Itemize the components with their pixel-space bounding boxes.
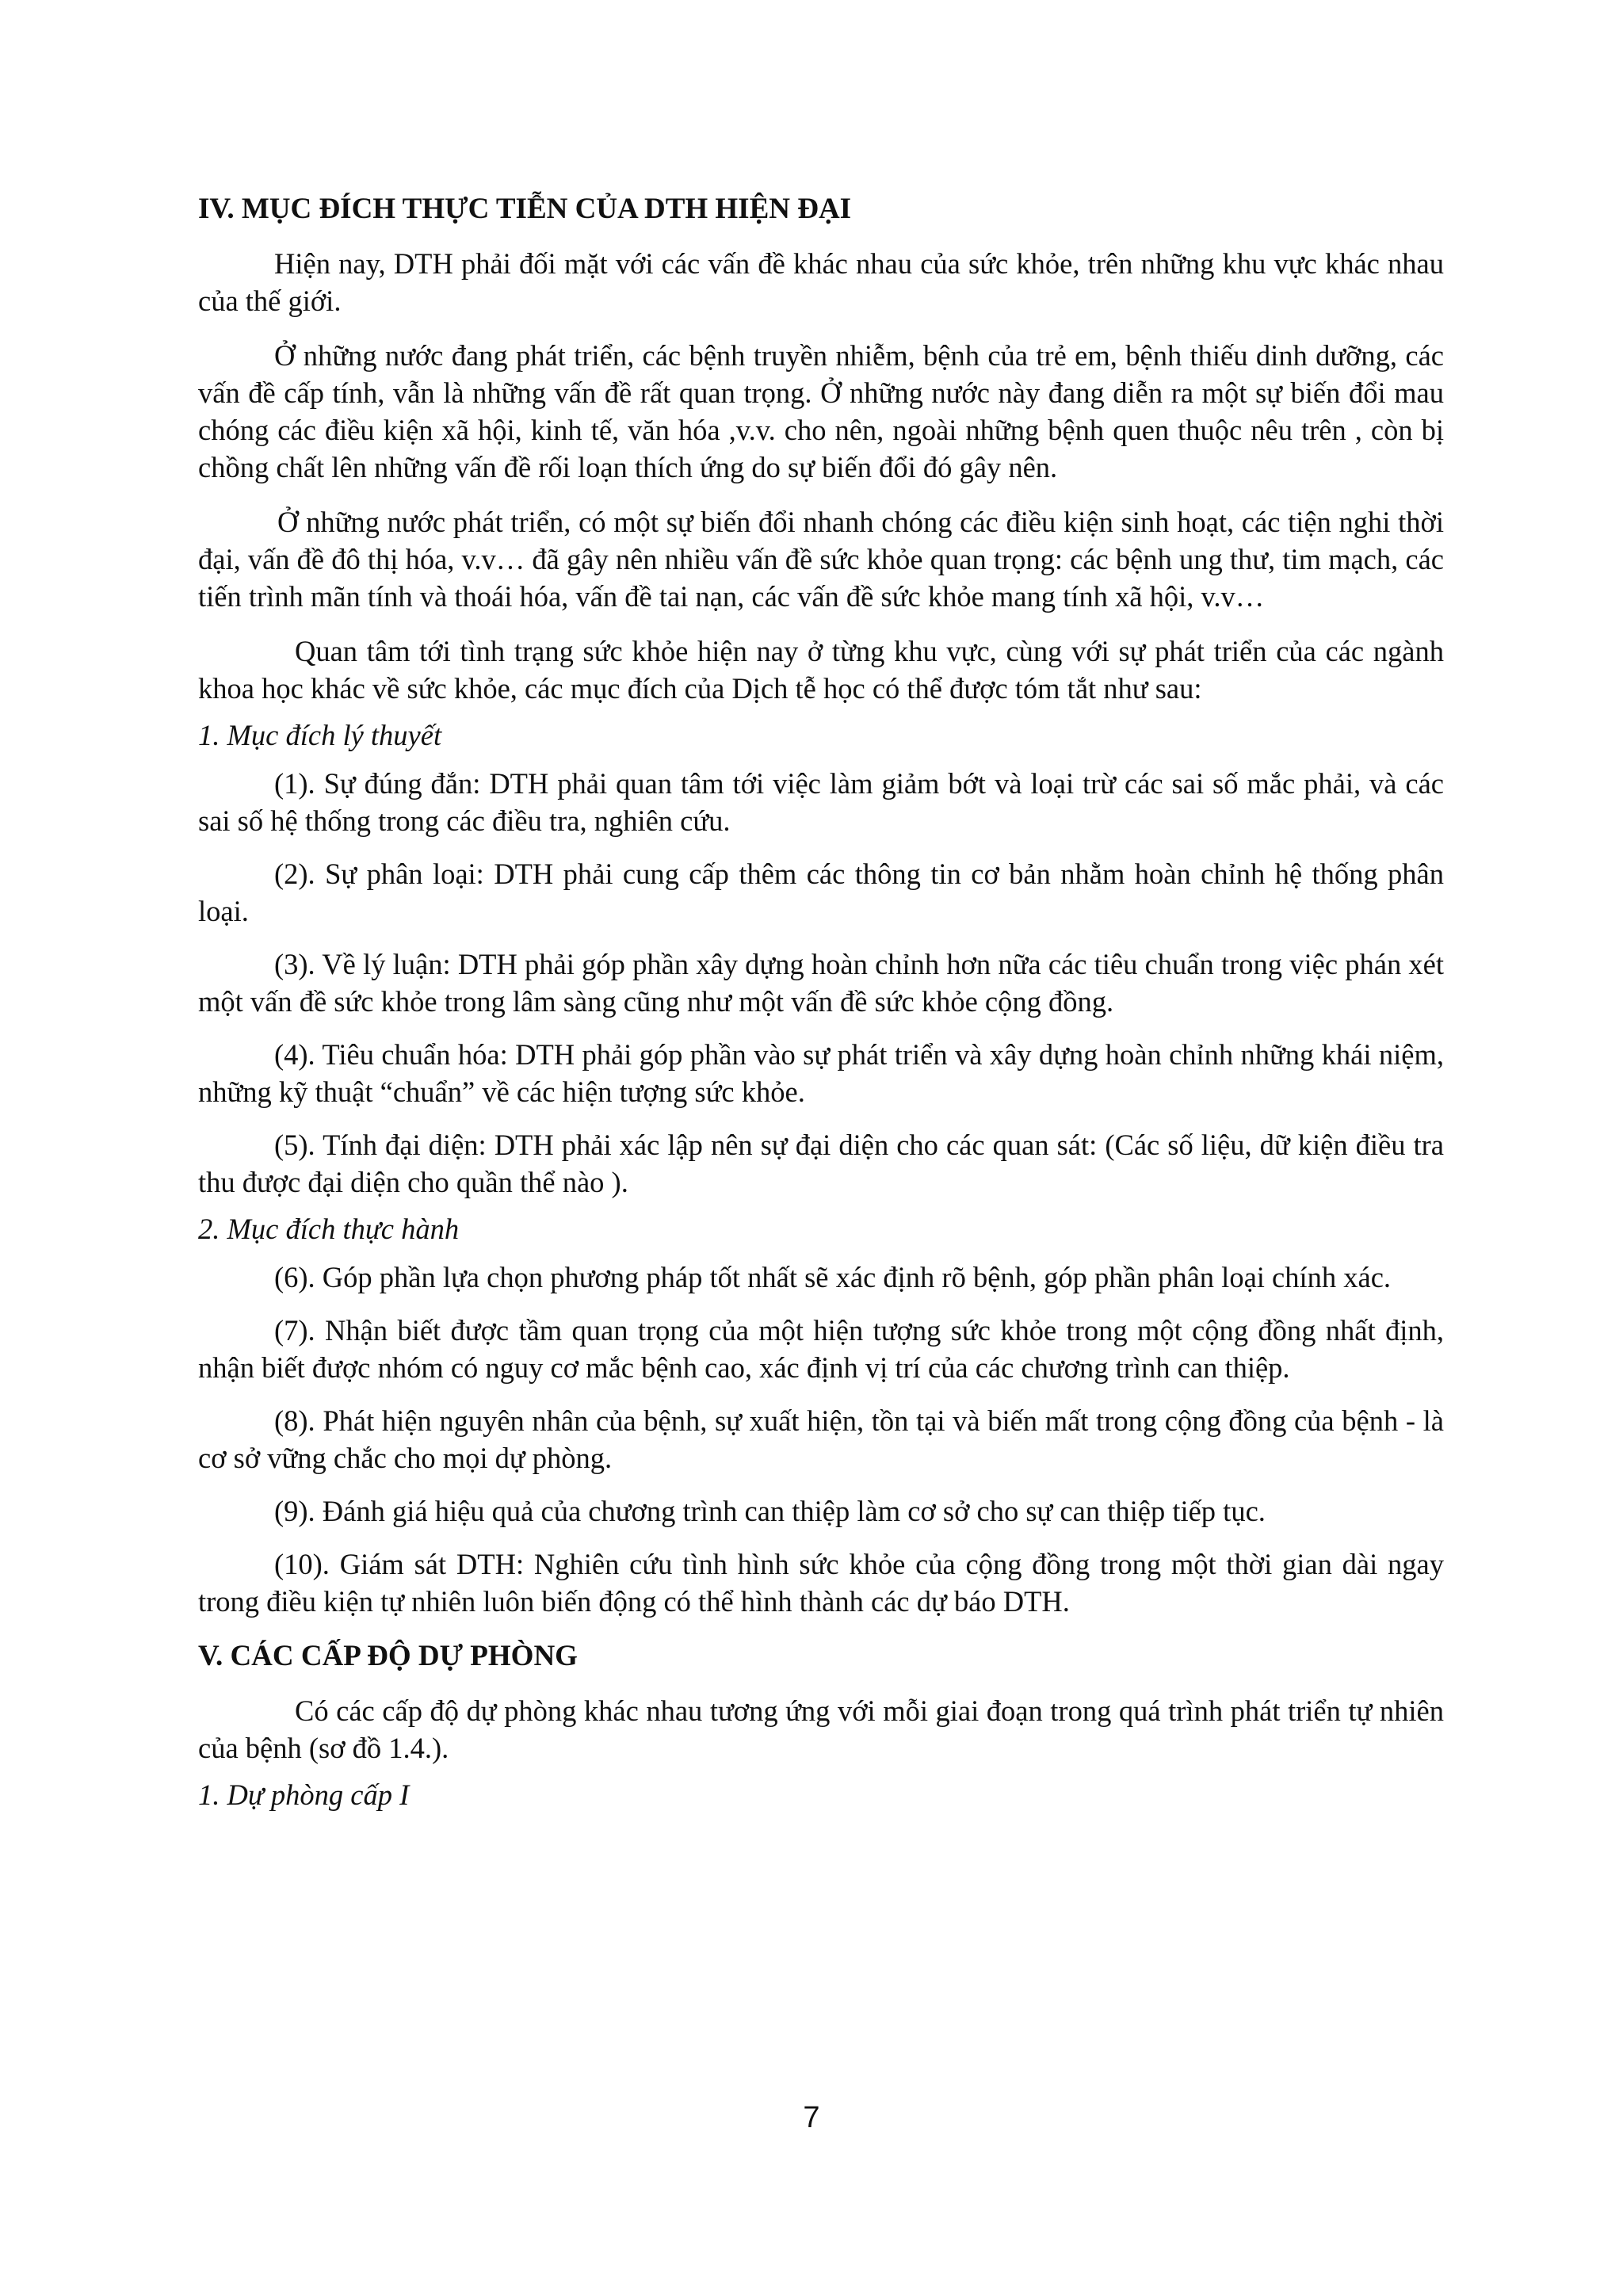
list-item-theory-5: (5). Tính đại diện: DTH phải xác lập nên sự đại diện cho các quan sát: (Các số liệu, dữ kiện điều tra thu được đại diện cho quần thể nào ).: [198, 1129, 1444, 1198]
paragraph-summary: Quan tâm tới tình trạng sức khỏe hiện nay ở từng khu vực, cùng với sự phát triển của các ngành khoa học khác về sức khỏe, các mục đích của Dịch tễ học có thể được tóm tắt như sau:: [198, 635, 1444, 705]
list-item-practice-9: (9). Đánh giá hiệu quả của chương trình can thiệp làm cơ sở cho sự can thiệp tiếp tục.: [274, 1495, 1266, 1527]
list-item-practice-8: (8). Phát hiện nguyên nhân của bệnh, sự xuất hiện, tồn tại và biến mất trong cộng đồng của bệnh - là cơ sở vững chắc cho mọi dự phòng.: [198, 1404, 1444, 1474]
page-number: 7: [803, 2101, 820, 2134]
section-heading-v: V. CÁC CẤP ĐỘ DỰ PHÒNG: [198, 1640, 578, 1672]
subheading-theory: 1. Mục đích lý thuyết: [198, 719, 442, 751]
list-item-theory-2: (2). Sự phân loại: DTH phải cung cấp thêm các thông tin cơ bản nhằm hoàn chỉnh hệ thống phân loại.: [198, 858, 1444, 927]
paragraph-intro: Hiện nay, DTH phải đối mặt với các vấn đề khác nhau của sức khỏe, trên những khu vực khác nhau của thế giới.: [198, 247, 1444, 317]
subheading-practice: 2. Mục đích thực hành: [198, 1213, 460, 1245]
paragraph-prevention-intro: Có các cấp độ dự phòng khác nhau tương ứng với mỗi giai đoạn trong quá trình phát triển tự nhiên của bệnh (sơ đồ 1.4.).: [198, 1694, 1444, 1764]
list-item-practice-6: (6). Góp phần lựa chọn phương pháp tốt nhất sẽ xác định rõ bệnh, góp phần phân loại chính xác.: [274, 1261, 1392, 1293]
list-item-theory-3: (3). Về lý luận: DTH phải góp phần xây dựng hoàn chỉnh hơn nữa các tiêu chuẩn trong việc phán xét một vấn đề sức khỏe trong lâm sàng cũng như một vấn đề sức khỏe cộng đồng.: [198, 948, 1444, 1018]
list-item-theory-1: (1). Sự đúng đắn: DTH phải quan tâm tới việc làm giảm bớt và loại trừ các sai số mắc phải, và các sai số hệ thống trong các điều tra, nghiên cứu.: [198, 767, 1444, 837]
subheading-prevention-level-1: 1. Dự phòng cấp I: [198, 1778, 410, 1811]
list-item-theory-4: (4). Tiêu chuẩn hóa: DTH phải góp phần vào sự phát triển và xây dựng hoàn chỉnh những khái niệm, những kỹ thuật “chuẩn” về các hiện tượng sức khỏe.: [198, 1038, 1444, 1108]
section-heading-iv: IV. MỤC ĐÍCH THỰC TIỄN CỦA DTH HIỆN ĐẠI: [198, 193, 852, 225]
list-item-practice-7: (7). Nhận biết được tầm quan trọng của một hiện tượng sức khỏe trong một cộng đồng nhất định, nhận biết được nhóm có nguy cơ mắc bệnh cao, xác định vị trí của các chương trình can thiệp.: [198, 1314, 1444, 1384]
list-item-practice-10: (10). Giám sát DTH: Nghiên cứu tình hình sức khỏe của cộng đồng trong một thời gian dài ngay trong điều kiện tự nhiên luôn biến động có thể hình thành các dự báo DTH.: [198, 1548, 1444, 1618]
paragraph-developed-countries: Ở những nước phát triển, có một sự biến đổi nhanh chóng các điều kiện sinh hoạt, các tiện nghi thời đại, vấn đề đô thị hóa, v.v… đã gây nên nhiều vấn đề sức khỏe quan trọng: các bệnh ung thư, tim mạch, các tiến trình mãn tính và thoái hóa, vấn đề tai nạn, các vấn đề sức khỏe mang tính xã hội, v.v…: [198, 506, 1444, 613]
paragraph-developing-countries: Ở những nước đang phát triển, các bệnh truyền nhiễm, bệnh của trẻ em, bệnh thiếu dinh dưỡng, các vấn đề cấp tính, vẫn là những vấn đề rất quan trọng. Ở những nước này đang diễn ra một sự biến đổi mau chóng các điều kiện xã hội, kinh tế, văn hóa ,v.v. cho nên, ngoài những bệnh quen thuộc nêu trên , còn bị chồng chất lên những vấn đề rối loạn thích ứng do sự biến đổi đó gây nên.: [198, 339, 1444, 483]
page-body: [198, 190, 1444, 1813]
